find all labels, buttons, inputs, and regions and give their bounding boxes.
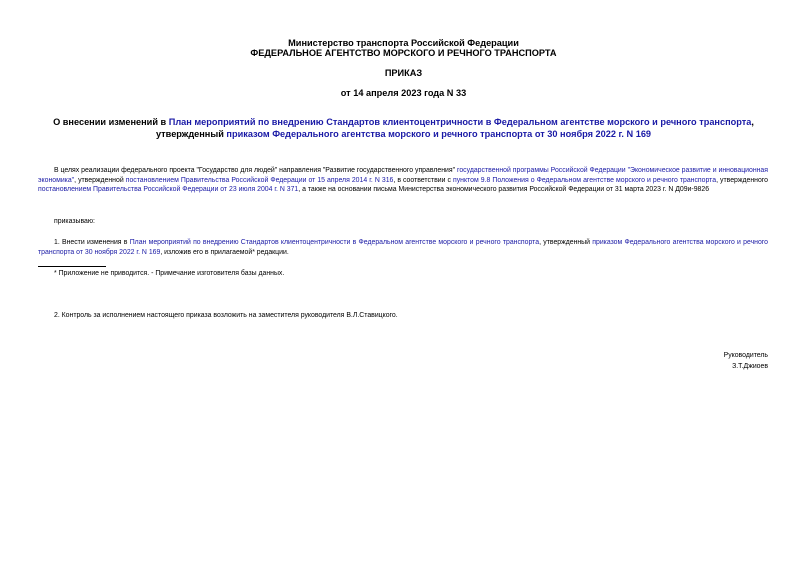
agency-name: ФЕДЕРАЛЬНОЕ АГЕНТСТВО МОРСКОГО И РЕЧНОГО ТРАНСПОРТА bbox=[250, 48, 557, 58]
title-text: , утвержденный bbox=[155, 117, 754, 139]
item-1-paragraph bbox=[38, 238, 768, 257]
resolution-371-link[interactable]: постановлением Правительства Российской Федерации от 23 июля 2004 г. N 371 bbox=[38, 186, 299, 193]
signature-name: З.Т.Джиоев bbox=[732, 363, 768, 370]
intro-text: , а также на основании письма Министерства экономического развития Российской Федерации от 31 марта 2023 г. N Д09и-9826 bbox=[298, 186, 710, 193]
title-order-link[interactable]: приказом Федерального агентства морского и речного транспорта от 30 ноября 2022 г. N 169 bbox=[226, 129, 652, 139]
item1-text: 1. Внести изменения в bbox=[54, 239, 130, 246]
state-program-link[interactable]: государственной программы Российской Федерации "Экономическое развитие и инновационная экономика" bbox=[38, 167, 768, 184]
doc-title bbox=[40, 116, 767, 140]
intro-paragraph bbox=[38, 166, 768, 195]
doc-date: от 14 апреля 2023 года N 33 bbox=[340, 88, 467, 98]
footnote: * Приложение не приводится. - Примечание изготовителя базы данных. bbox=[54, 270, 285, 277]
intro-text: , утвержденной bbox=[74, 176, 126, 184]
item-2-paragraph: 2. Контроль за исполнением настоящего приказа возложить на заместителя руководителя В.Л.Ставицкого. bbox=[54, 312, 398, 319]
title-text: О внесении изменений в bbox=[53, 117, 169, 127]
clause-9-8-link[interactable]: пунктом 9.8 Положения о Федеральном агентстве морского и речного транспорта bbox=[452, 176, 717, 184]
item1-text: , изложив его в прилагаемой* редакции. bbox=[160, 248, 289, 256]
order-word: приказываю: bbox=[54, 218, 95, 225]
intro-text: , утвержденного bbox=[716, 176, 768, 184]
intro-text: В целях реализации федерального проекта "Государство для людей" направления "Развитие государственного управления" bbox=[54, 167, 457, 174]
resolution-316-link[interactable]: постановлением Правительства Российской Федерации от 15 апреля 2014 г. N 316 bbox=[125, 176, 394, 184]
signature-position: Руководитель bbox=[723, 352, 768, 359]
ministry-name: Министерство транспорта Российской Федерации bbox=[288, 38, 519, 48]
item1-order-link[interactable]: приказом Федерального агентства морского и речного транспорта от 30 ноября 2022 г. N 169 bbox=[38, 239, 768, 256]
item1-plan-link[interactable]: План мероприятий по внедрению Стандартов клиентоцентричности в Федеральном агентстве морского и речного транспорта bbox=[129, 239, 540, 246]
footnote-divider bbox=[38, 266, 106, 267]
intro-text: , в соответствии с bbox=[393, 176, 453, 184]
item1-text: , утвержденный bbox=[539, 239, 593, 246]
doc-type: ПРИКАЗ bbox=[384, 68, 423, 78]
title-plan-link[interactable]: План мероприятий по внедрению Стандартов клиентоцентричности в Федеральном агентстве морского и речного транспорта bbox=[168, 117, 752, 127]
